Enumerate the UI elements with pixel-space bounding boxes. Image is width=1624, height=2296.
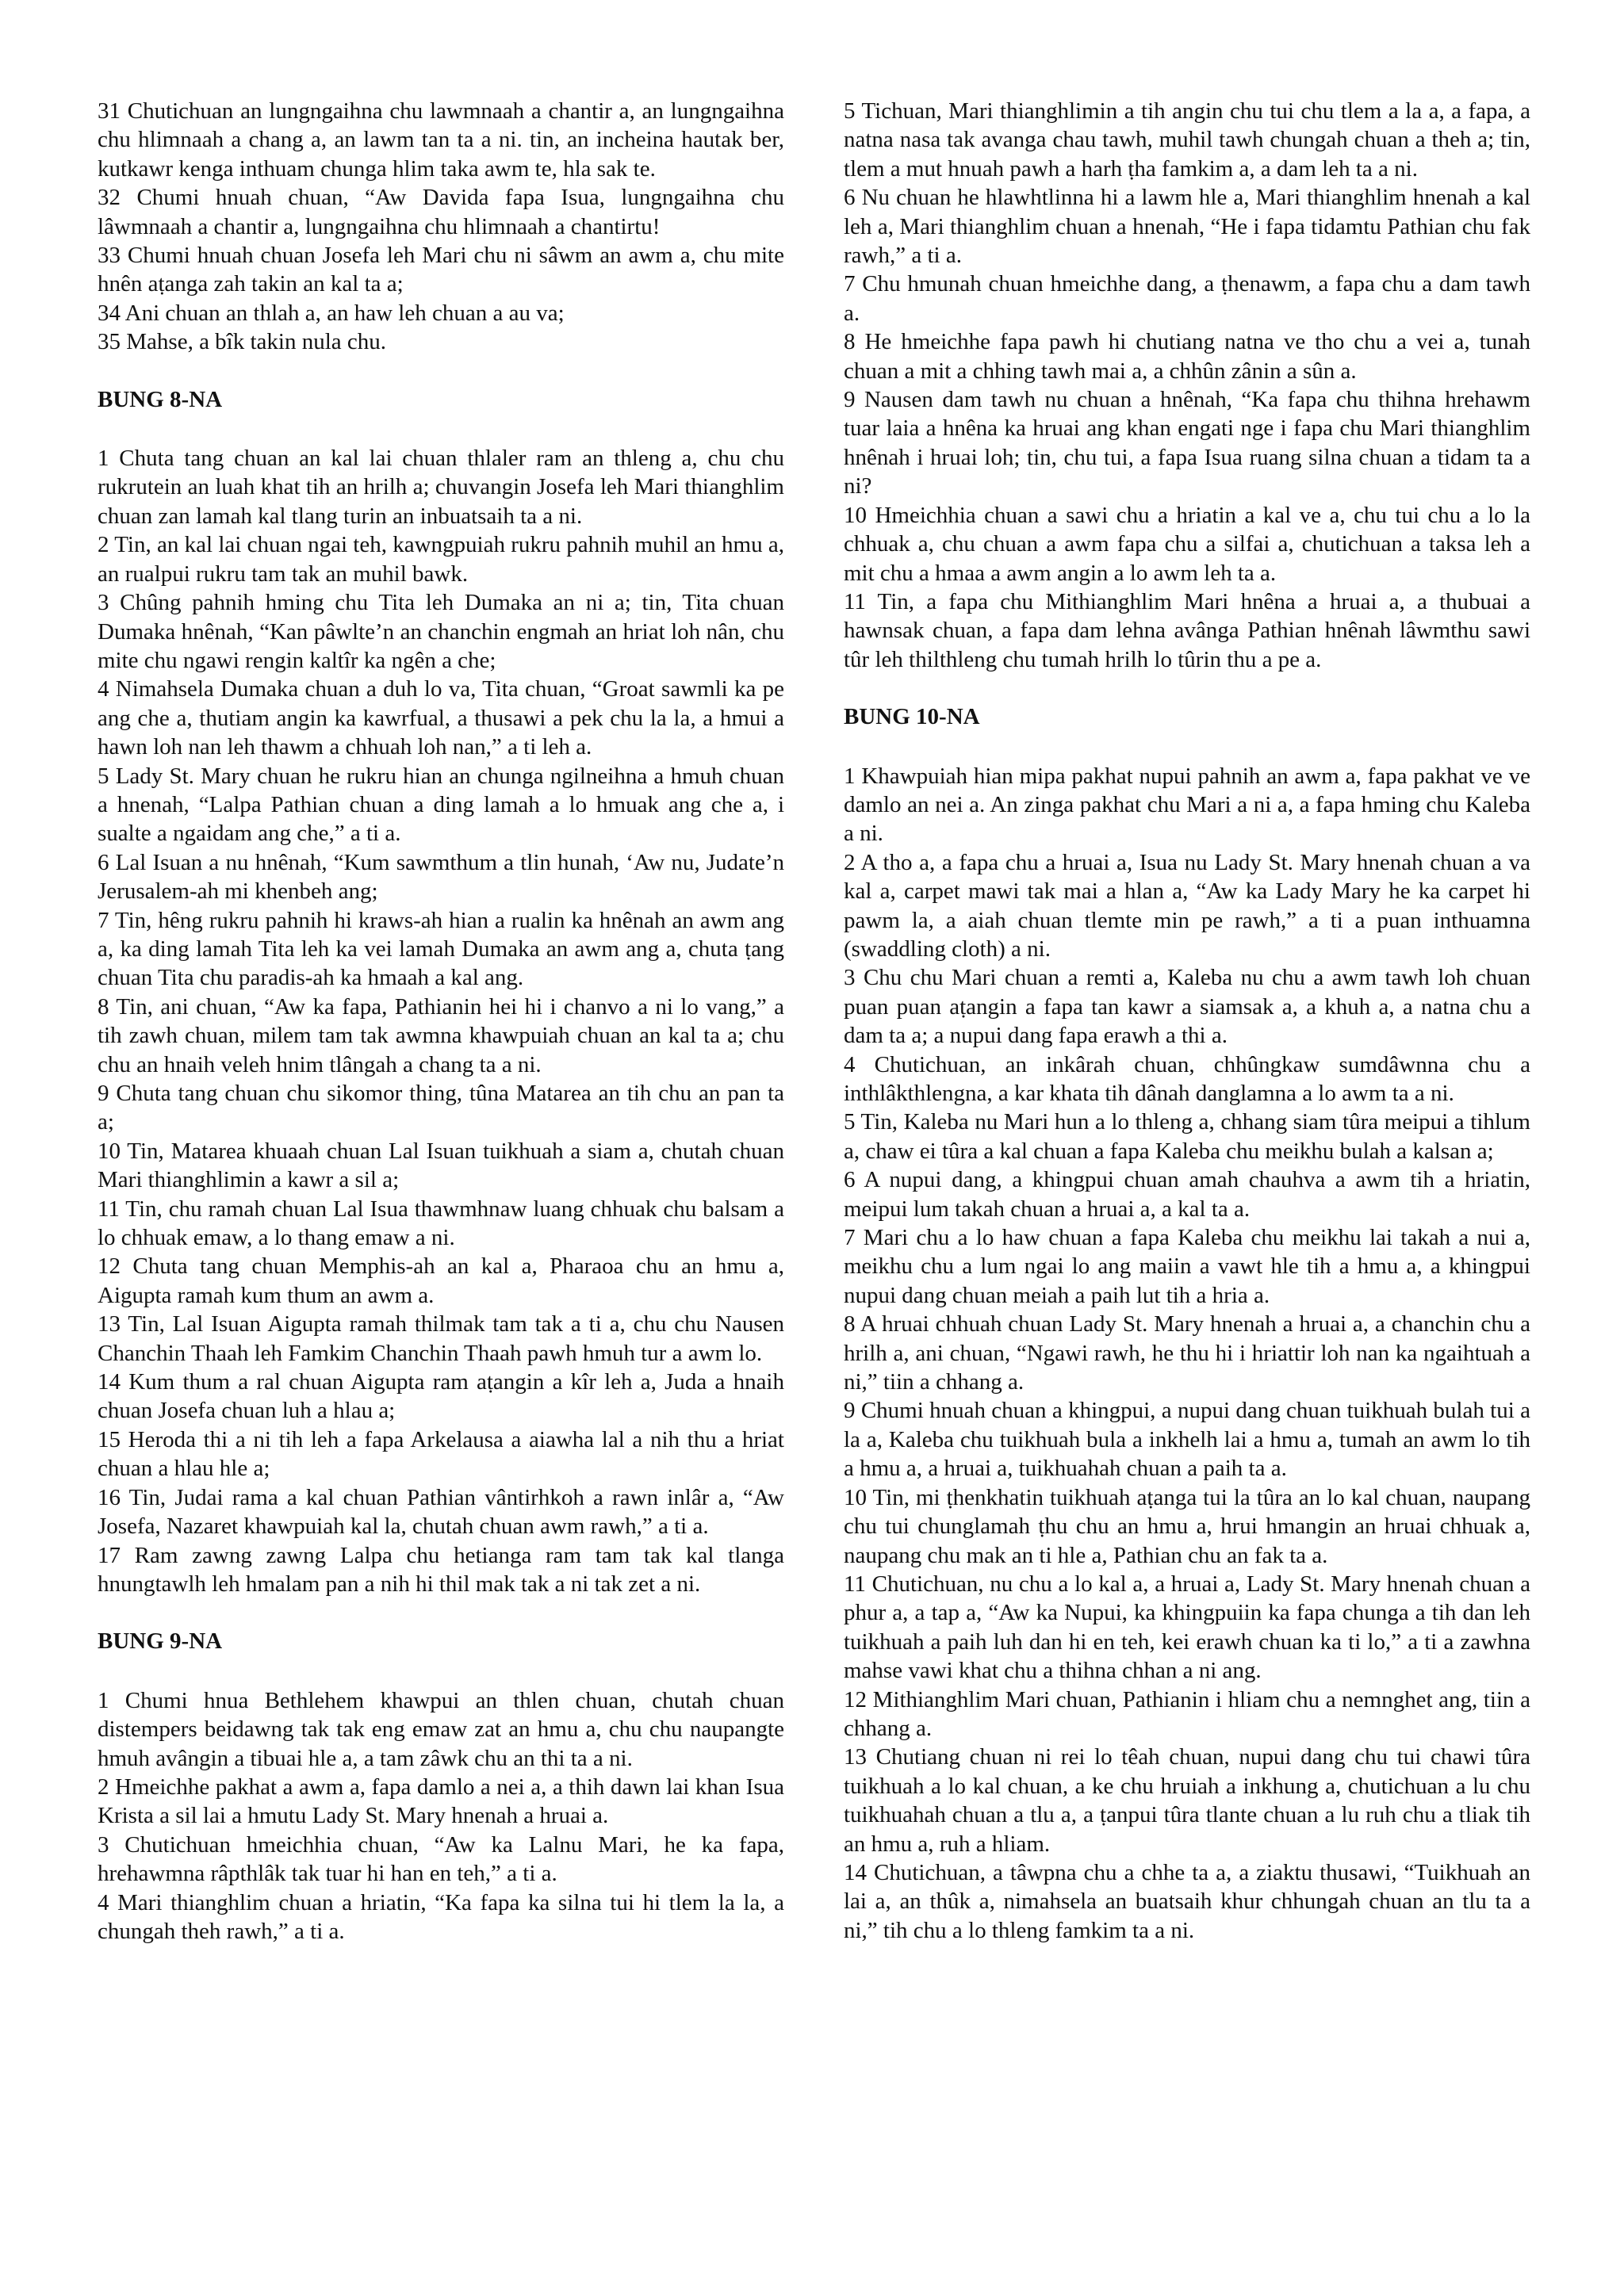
left-column: [98, 97, 784, 1946]
verse-paragraph: 11 Tin, a fapa chu Mithianghlim Mari hnêna a hruai a, a thubuai a hawnsak chuan, a fapa dam lehna avânga Pathian hnênah lâwmthu sawi tûr leh thilthleng chu tumah hrilh lo tûrin thu a pe a.: [844, 588, 1530, 672]
verse-paragraph: 11 Chutichuan, nu chu a lo kal a, a hruai a, Lady St. Mary hnenah chuan a phur a, a tap a, “Aw ka Nupui, ka khingpuiin ka fapa chunga a tih dan leh tuikhuah a paih luh dan hi en teh, kei erawh chuan ka ti lo,” a ti a zawhna mahse vawi khat chu a thihna chhan a ni ang.: [844, 1571, 1530, 1684]
chapter-heading: BUNG 8-NA: [98, 386, 223, 412]
chapter-heading: BUNG 10-NA: [844, 704, 980, 730]
verse-paragraph: 4 Mari thianghlim chuan a hriatin, “Ka fapa ka silna tui hi tlem la la, a chungah theh rawh,” a ti a.: [98, 1889, 784, 1944]
verse-paragraph: 8 He hmeichhe fapa pawh hi chutiang natna ve tho chu a vei a, tunah chuan a mit a chhing tawh mai a, a chhûn zânin a sûn a.: [844, 329, 1530, 384]
verse-paragraph: 15 Heroda thi a ni tih leh a fapa Arkelausa a aiawha lal a nih thu a hriat chuan a hlau hle a;: [98, 1426, 784, 1482]
verse-paragraph: 2 A tho a, a fapa chu a hruai a, Isua nu Lady St. Mary hnenah chuan a va kal a, carpet mawi tak mai a hlan a, “Aw ka Lady Mary he ka carpet hi pawm la, a aiah chuan tlemte min pe rawh,” a ti a puan inthuamna (swaddling cloth) a ni.: [844, 849, 1530, 962]
verse-paragraph: 35 Mahse, a bîk takin nula chu.: [98, 329, 387, 355]
verse-paragraph: 12 Mithianghlim Mari chuan, Pathianin i hliam chu a nemnghet ang, tiin a chhang a.: [844, 1686, 1530, 1741]
verse-paragraph: 2 Hmeichhe pakhat a awm a, fapa damlo a nei a, a thih dawn lai khan Isua Krista a sil lai a hmutu Lady St. Mary hnenah a hruai a.: [98, 1774, 784, 1829]
verse-paragraph: 31 Chutichuan an lungngaihna chu lawmnaah a chantir a, an lungngaihna chu hlimnaah a chang a, an lawm tan ta a ni. tin, an incheina hautak ber, kutkawr kenga inthuam chunga hlim taka awm te, hla sak te.: [98, 98, 784, 182]
verse-paragraph: 8 Tin, ani chuan, “Aw ka fapa, Pathianin hei hi i chanvo a ni lo vang,” a tih zawh chuan, milem tam tak awmna khawpuiah chuan an kal ta a; chu chu an hnaih veleh hnim tlângah a chang ta a ni.: [98, 993, 784, 1077]
verse-paragraph: 8 A hruai chhuah chuan Lady St. Mary hnenah a hruai a, a chanchin chu a hrilh a, ani chuan, “Ngawi rawh, he thu hi i hriattir loh nan ka ngaihtuah a ni,” tiin a chhang a.: [844, 1311, 1530, 1395]
verse-paragraph: 10 Hmeichhia chuan a sawi chu a hriatin a kal ve a, chu tui chu a lo la chhuak a, chu chuan a awm fapa chu a silfai a, chutichuan a taksa leh a mit chu a hmaa a awm angin a lo awm leh ta a.: [844, 502, 1530, 586]
verse-paragraph: 33 Chumi hnuah chuan Josefa leh Mari chu ni sâwm an awm a, chu mite hnên aṭanga zah takin an kal ta a;: [98, 243, 784, 297]
verse-paragraph: 10 Tin, Matarea khuaah chuan Lal Isuan tuikhuah a siam a, chutah chuan Mari thianghlimin a kawr a sil a;: [98, 1138, 784, 1193]
verse-paragraph: 9 Chumi hnuah chuan a khingpui, a nupui dang chuan tuikhuah bulah tui a la a, Kaleba chu tuikhuah bula a inkhelh lai a hmu a, tumah an awm lo tih a hmu a, a hruai a, tuikhuahah chuan a paih ta a.: [844, 1398, 1530, 1482]
verse-paragraph: 34 Ani chuan an thlah a, an haw leh chuan a au va;: [98, 300, 565, 326]
verse-paragraph: 3 Chu chu Mari chuan a remti a, Kaleba nu chu a awm tawh loh chuan puan puan aṭangin a fapa tan kawr a siamsak a, a khuh a, a natna chu a dam ta a; a nupui dang fapa erawh a thi a.: [844, 965, 1530, 1049]
verse-paragraph: 1 Chuta tang chuan an kal lai chuan thlaler ram an thleng a, chu chu rukrutein an luah khat tih an hrilh a; chuvangin Josefa leh Mari thianghlim chuan zan lamah kal tlang turin an inbuatsaih ta a ni.: [98, 446, 784, 529]
verse-paragraph: 14 Chutichuan, a tâwpna chu a chhe ta a, a ziaktu thusawi, “Tuikhuah an lai a, an thûk a, nimahsela an buatsaih khur chhungah chuan an tlu ta a ni,” tih chu a lo thleng famkim ta a ni.: [844, 1859, 1530, 1943]
verse-paragraph: 1 Chumi hnua Bethlehem khawpui an thlen chuan, chutah chuan distempers beidawng tak tak eng emaw zat an hmu a, chu chu naupangte hmuh avângin a tibuai hle a, a tam zâwk chu an thi ta a ni.: [98, 1687, 784, 1771]
verse-paragraph: 5 Lady St. Mary chuan he rukru hian an chunga ngilneihna a hmuh chuan a hnenah, “Lalpa Pathian chuan a ding lamah a lo hmuak ang che a, i sualte a ngaidam ang che,” a ti a.: [98, 763, 784, 847]
verse-paragraph: 13 Chutiang chuan ni rei lo têah chuan, nupui dang chu tui chawi tûra tuikhuah a lo kal chuan, a ke chu hruiah a inkhung a, chutichuan a lu chu tuikhuahah chuan a tlu a, a ṭanpui tûra tlante chuan a lu ruh chu a tliak tih an hmu a, ruh a hliam.: [844, 1744, 1530, 1857]
verse-paragraph: 6 Nu chuan he hlawhtlinna hi a lawm hle a, Mari thianghlim hnenah a kal leh a, Mari thianghlim chuan a hnenah, “He i fapa tidamtu Pathian chu fak rawh,” a ti a.: [844, 185, 1530, 269]
verse-paragraph: 4 Chutichuan, an inkârah chuan, chhûngkaw sumdâwnna chu a inthlâkthlengna, a kar khata tih dânah danglamna a lo awm ta a ni.: [844, 1051, 1530, 1106]
verse-paragraph: 7 Chu hmunah chuan hmeichhe dang, a ṭhenawm, a fapa chu a dam tawh a.: [844, 271, 1530, 326]
verse-paragraph: 17 Ram zawng zawng Lalpa chu hetianga ram tam tak kal tlanga hnungtawlh leh hmalam pan a nih hi thil mak tak a ni tak zet a ni.: [98, 1542, 784, 1597]
chapter-heading: BUNG 9-NA: [98, 1628, 223, 1655]
verse-paragraph: 13 Tin, Lal Isuan Aigupta ramah thilmak tam tak a ti a, chu chu Nausen Chanchin Thaah leh Famkim Chanchin Thaah pawh hmuh tur a awm lo.: [98, 1311, 784, 1366]
verse-paragraph: 9 Chuta tang chuan chu sikomor thing, tûna Matarea an tih chu an pan ta a;: [98, 1081, 784, 1135]
verse-paragraph: 6 A nupui dang, a khingpui chuan amah chauhva a awm tih a hriatin, meipui lum takah chuan a hruai a, a kal ta a.: [844, 1167, 1530, 1222]
verse-paragraph: 1 Khawpuiah hian mipa pakhat nupui pahnih an awm a, fapa pakhat ve ve damlo an nei a. An zinga pakhat chu Mari a ni a, a fapa hming chu Kaleba a ni.: [844, 763, 1530, 847]
verse-paragraph: 16 Tin, Judai rama a kal chuan Pathian vântirhkoh a rawn inlâr a, “Aw Josefa, Nazaret khawpuiah kal la, chutah chuan awm rawh,” a ti a.: [98, 1484, 784, 1540]
verse-paragraph: 12 Chuta tang chuan Memphis-ah an kal a, Pharaoa chu an hmu a, Aigupta ramah kum thum an awm a.: [98, 1253, 784, 1308]
verse-paragraph: 3 Chûng pahnih hming chu Tita leh Dumaka an ni a; tin, Tita chuan Dumaka hnênah, “Kan pâwlte’n an chanchin engmah an hriat loh nân, chu mite chu ngawi rengin kaltîr ka ngên a che;: [98, 590, 784, 673]
verse-paragraph: 32 Chumi hnuah chuan, “Aw Davida fapa Isua, lungngaihna chu lâwmnaah a chantir a, lungngaihna chu hlimnaah a chantirtu!: [98, 185, 784, 239]
verse-paragraph: 2 Tin, an kal lai chuan ngai teh, kawngpuiah rukru pahnih muhil an hmu a, an rualpui rukru tam tak an muhil bawk.: [98, 532, 784, 587]
verse-paragraph: 14 Kum thum a ral chuan Aigupta ram aṭangin a kîr leh a, Juda a hnaih chuan Josefa chuan luh a hlau a;: [98, 1369, 784, 1424]
verse-paragraph: 9 Nausen dam tawh nu chuan a hnênah, “Ka fapa chu thihna hrehawm tuar laia a hnêna ka hruai ang khan engati nge i fapa chu Mari thianghlim hnênah i hruai loh; tin, chu tui, a fapa Isua ruang silna chuan a tidam ta a ni?: [844, 387, 1530, 499]
verse-paragraph: 11 Tin, chu ramah chuan Lal Isua thawmhnaw luang chhuak chu balsam a lo chhuak emaw, a lo thang emaw a ni.: [98, 1196, 784, 1251]
verse-paragraph: 5 Tichuan, Mari thianghlimin a tih angin chu tui chu tlem a la a, a fapa, a natna nasa tak avanga chau tawh, muhil tawh chungah chuan a theh a; tin, tlem a mut hnuah pawh a harh ṭha famkim a, a dam leh ta a ni.: [844, 98, 1530, 182]
verse-paragraph: 6 Lal Isuan a nu hnênah, “Kum sawmthum a tlin hunah, ‘Aw nu, Judate’n Jerusalem-ah mi khenbeh ang;: [98, 849, 784, 905]
verse-paragraph: 5 Tin, Kaleba nu Mari hun a lo thleng a, chhang siam tûra meipui a tihlum a, chaw ei tûra a kal chuan a fapa Kaleba chu meikhu bulah a kalsan a;: [844, 1109, 1530, 1164]
verse-paragraph: 7 Mari chu a lo haw chuan a fapa Kaleba chu meikhu lai takah a nui a, meikhu chu a lum ngai lo ang maiin a vawt hle tih a hmu a, a khingpui nupui dang chuan meiah a paih lut tih a hria a.: [844, 1225, 1530, 1308]
verse-paragraph: 3 Chutichuan hmeichhia chuan, “Aw ka Lalnu Mari, he ka fapa, hrehawmna râpthlâk tak tuar hi han en teh,” a ti a.: [98, 1831, 784, 1887]
verse-paragraph: 7 Tin, hêng rukru pahnih hi kraws-ah hian a rualin ka hnênah an awm ang a, ka ding lamah Tita leh ka vei lamah Dumaka an awm ang a, chuta ṭang chuan Tita chu paradis-ah ka hmaah a kal ang.: [98, 907, 784, 991]
right-column: [844, 97, 1530, 1945]
verse-paragraph: 10 Tin, mi ṭhenkhatin tuikhuah aṭanga tui la tûra an lo kal chuan, naupang chu tui chunglamah ṭhu chu an hmu a, hrui hmangin an hruai chhuak a, naupang chu mak an ti hle a, Pathian chu an fak ta a.: [844, 1484, 1530, 1568]
verse-paragraph: 4 Nimahsela Dumaka chuan a duh lo va, Tita chuan, “Groat sawmli ka pe ang che a, thutiam angin ka kawrfual, a thusawi a pek chu la la, a hmui a hawn loh nan leh thawm a chhuah loh nan,” a ti leh a.: [98, 676, 784, 760]
